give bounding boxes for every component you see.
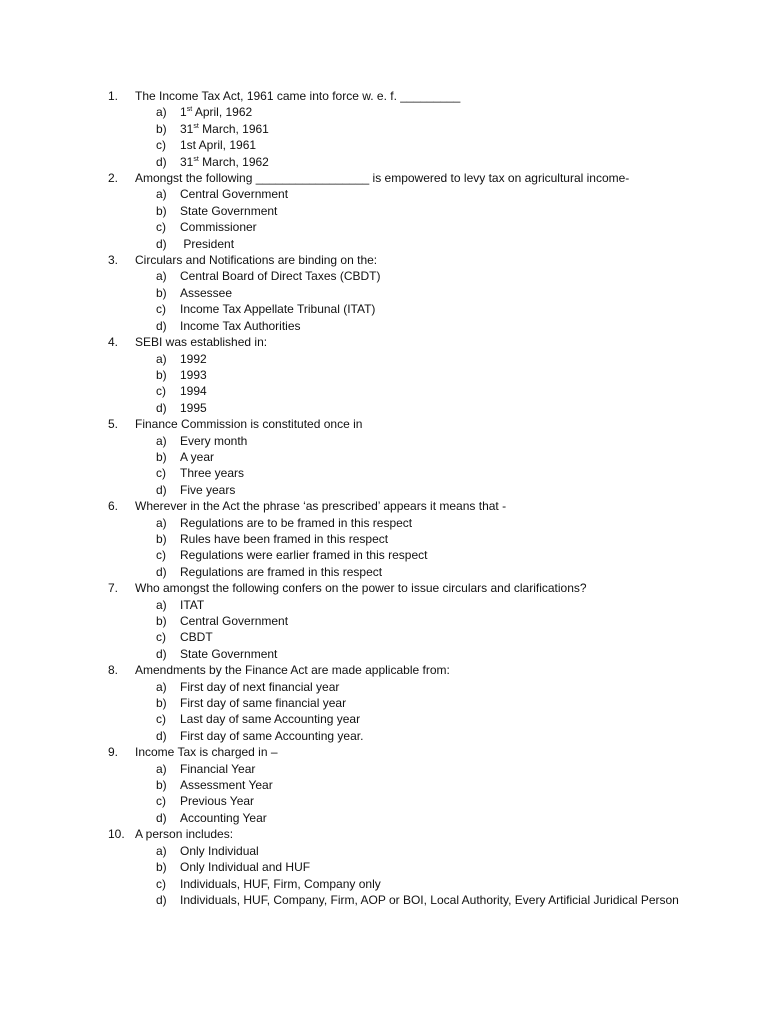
answer-option bbox=[135, 859, 708, 875]
option-text: 1995 bbox=[180, 400, 207, 415]
option-list bbox=[135, 597, 708, 663]
option-text: Central Government bbox=[180, 614, 289, 628]
answer-option bbox=[135, 597, 708, 613]
question-text: Amendments by the Finance Act are made applicable from: bbox=[135, 663, 450, 678]
option-letter: c) bbox=[156, 220, 166, 235]
question-item bbox=[108, 252, 708, 334]
option-letter: b) bbox=[156, 203, 167, 218]
option-text: Income Tax Authorities bbox=[180, 318, 301, 333]
answer-option bbox=[135, 268, 708, 284]
option-letter: a) bbox=[156, 843, 167, 858]
answer-option bbox=[135, 531, 708, 547]
option-text bbox=[180, 121, 708, 137]
answer-option bbox=[135, 137, 708, 153]
question-item bbox=[108, 744, 708, 826]
option-list bbox=[135, 351, 708, 417]
option-text bbox=[180, 104, 708, 120]
question-item bbox=[108, 662, 708, 744]
question-number: 6. bbox=[108, 499, 119, 514]
option-text: Regulations are framed in this respect bbox=[180, 564, 383, 579]
question-item bbox=[108, 826, 708, 908]
question-text: SEBI was established in: bbox=[135, 335, 268, 350]
option-letter: b) bbox=[156, 449, 167, 464]
option-letter: b) bbox=[156, 121, 167, 136]
question-item bbox=[108, 498, 708, 580]
option-text: Central Board of Direct Taxes (CBDT) bbox=[180, 269, 381, 284]
question-number: 1. bbox=[108, 89, 119, 103]
option-list bbox=[135, 515, 708, 581]
option-text: Only Individual and HUF bbox=[180, 860, 311, 875]
option-text: Previous Year bbox=[180, 794, 255, 809]
option-letter: d) bbox=[156, 646, 167, 661]
option-text: State Government bbox=[180, 203, 278, 218]
answer-option bbox=[135, 465, 708, 481]
question-text: Amongst the following _________________ is empowered to levy tax on agricultural income- bbox=[135, 171, 630, 186]
option-text: 1992 bbox=[180, 351, 207, 366]
answer-option bbox=[135, 383, 708, 399]
option-letter: a) bbox=[156, 761, 167, 776]
option-list bbox=[135, 268, 708, 334]
option-letter: d) bbox=[156, 728, 167, 743]
option-text: 1994 bbox=[180, 384, 207, 399]
option-text: Regulations were earlier framed in this respect bbox=[180, 548, 428, 563]
option-letter: d) bbox=[156, 318, 167, 333]
option-letter: d) bbox=[156, 892, 167, 907]
option-letter: a) bbox=[156, 105, 167, 120]
option-text bbox=[180, 154, 708, 170]
option-text: Only Individual bbox=[180, 843, 259, 858]
question-number: 4. bbox=[108, 335, 119, 350]
option-letter: d) bbox=[156, 154, 167, 169]
option-text: Regulations are to be framed in this respect bbox=[180, 515, 413, 530]
answer-option bbox=[135, 843, 708, 859]
option-list bbox=[135, 186, 708, 252]
option-text-rest: March, 1962 bbox=[198, 154, 269, 169]
option-text: President bbox=[180, 236, 235, 251]
option-letter: a) bbox=[156, 269, 167, 284]
option-letter: c) bbox=[156, 712, 166, 727]
option-text: Commissioner bbox=[180, 220, 257, 235]
option-letter: b) bbox=[156, 285, 167, 300]
option-text: Three years bbox=[180, 466, 245, 481]
question-list bbox=[108, 88, 708, 908]
answer-option bbox=[135, 433, 708, 449]
answer-option bbox=[135, 318, 708, 334]
option-letter: c) bbox=[156, 466, 166, 481]
answer-option bbox=[135, 236, 708, 252]
answer-option bbox=[135, 695, 708, 711]
answer-option bbox=[135, 219, 708, 235]
option-text: Assessment Year bbox=[180, 778, 273, 793]
option-letter: c) bbox=[156, 302, 166, 317]
option-text: ITAT bbox=[180, 597, 205, 612]
question-text: The Income Tax Act, 1961 came into force w. e. f. _________ bbox=[135, 89, 461, 103]
option-text-rest: April, 1962 bbox=[192, 105, 253, 120]
answer-option bbox=[135, 285, 708, 301]
option-list bbox=[135, 433, 708, 499]
option-list bbox=[135, 761, 708, 827]
option-text: First day of next financial year bbox=[180, 679, 340, 694]
answer-option bbox=[135, 400, 708, 416]
question-number: 9. bbox=[108, 745, 119, 760]
answer-option bbox=[135, 449, 708, 465]
option-letter: a) bbox=[156, 597, 167, 612]
ordinal-suffix: st bbox=[186, 106, 193, 114]
question-text: Wherever in the Act the phrase ‘as prescribed’ appears it means that - bbox=[135, 499, 507, 514]
option-letter: b) bbox=[156, 696, 167, 711]
ordinal-suffix: st bbox=[193, 122, 199, 130]
option-text: Individuals, HUF, Firm, Company only bbox=[180, 876, 381, 891]
option-text: Rules have been framed in this respect bbox=[180, 531, 389, 546]
answer-option bbox=[135, 892, 708, 908]
question-number: 8. bbox=[108, 663, 119, 678]
answer-option bbox=[135, 711, 708, 727]
option-text: Individuals, HUF, Company, Firm, AOP or BOI, Local Authority, Every Artificial Juridical Person bbox=[180, 892, 679, 907]
option-letter: d) bbox=[156, 236, 167, 251]
question-number: 3. bbox=[108, 253, 119, 268]
option-text: Financial Year bbox=[180, 761, 256, 776]
option-list bbox=[135, 104, 708, 170]
option-letter: d) bbox=[156, 482, 167, 497]
option-text-main: 31 bbox=[180, 121, 194, 136]
option-text: State Government bbox=[180, 646, 278, 661]
question-text: Who amongst the following confers on the power to issue circulars and clarifications? bbox=[135, 581, 587, 596]
option-letter: a) bbox=[156, 679, 167, 694]
answer-option bbox=[135, 351, 708, 367]
option-letter: b) bbox=[156, 614, 167, 628]
question-item bbox=[108, 334, 708, 416]
option-letter: c) bbox=[156, 794, 166, 809]
question-number: 10. bbox=[108, 827, 125, 842]
answer-option bbox=[135, 367, 708, 383]
option-text: Last day of same Accounting year bbox=[180, 712, 361, 727]
option-text-main: 1 bbox=[180, 105, 187, 120]
answer-option bbox=[135, 564, 708, 580]
answer-option bbox=[135, 482, 708, 498]
option-text: Five years bbox=[180, 482, 236, 497]
question-text: A person includes: bbox=[135, 827, 234, 842]
option-text-main: 31 bbox=[180, 154, 194, 169]
option-letter: d) bbox=[156, 564, 167, 579]
question-text: Finance Commission is constituted once in bbox=[135, 417, 363, 432]
question-item bbox=[108, 416, 708, 498]
question-item bbox=[108, 580, 708, 662]
question-number: 5. bbox=[108, 417, 119, 432]
option-text: CBDT bbox=[180, 630, 213, 645]
option-letter: c) bbox=[156, 630, 166, 645]
answer-option bbox=[135, 104, 708, 120]
question-number: 2. bbox=[108, 171, 119, 186]
option-letter: a) bbox=[156, 515, 167, 530]
question-item bbox=[108, 170, 708, 252]
option-letter: a) bbox=[156, 351, 167, 366]
option-letter: d) bbox=[156, 810, 167, 825]
option-text: A year bbox=[180, 449, 215, 464]
option-text: Every month bbox=[180, 433, 248, 448]
option-letter: b) bbox=[156, 531, 167, 546]
option-letter: b) bbox=[156, 367, 167, 382]
answer-option bbox=[135, 154, 708, 170]
option-letter: d) bbox=[156, 400, 167, 415]
option-text: 1st April, 1961 bbox=[180, 138, 257, 153]
option-list bbox=[135, 843, 708, 909]
option-text-rest: March, 1961 bbox=[198, 121, 269, 136]
option-text: First day of same financial year bbox=[180, 696, 347, 711]
answer-option bbox=[135, 515, 708, 531]
answer-option bbox=[135, 728, 708, 744]
option-text: Assessee bbox=[180, 285, 233, 300]
option-letter: b) bbox=[156, 860, 167, 875]
option-letter: a) bbox=[156, 187, 167, 202]
question-number: 7. bbox=[108, 581, 119, 596]
answer-option bbox=[135, 121, 708, 137]
option-letter: c) bbox=[156, 138, 166, 153]
answer-option bbox=[135, 629, 708, 645]
option-letter: a) bbox=[156, 433, 167, 448]
option-text: 1993 bbox=[180, 367, 207, 382]
answer-option bbox=[135, 203, 708, 219]
answer-option bbox=[135, 810, 708, 826]
option-text: Income Tax Appellate Tribunal (ITAT) bbox=[180, 302, 376, 317]
option-text: First day of same Accounting year. bbox=[180, 728, 364, 743]
answer-option bbox=[135, 646, 708, 662]
option-letter: c) bbox=[156, 548, 166, 563]
question-text: Income Tax is charged in – bbox=[135, 745, 278, 760]
question-text: Circulars and Notifications are binding on the: bbox=[135, 253, 378, 268]
question-item bbox=[108, 88, 708, 170]
answer-option bbox=[135, 793, 708, 809]
option-letter: b) bbox=[156, 778, 167, 793]
ordinal-suffix: st bbox=[193, 155, 199, 163]
option-letter: c) bbox=[156, 876, 166, 891]
answer-option bbox=[135, 186, 708, 202]
answer-option bbox=[135, 301, 708, 317]
answer-option bbox=[135, 547, 708, 563]
option-text: Central Government bbox=[180, 187, 289, 202]
option-letter: c) bbox=[156, 384, 166, 399]
answer-option bbox=[135, 679, 708, 695]
answer-option bbox=[135, 876, 708, 892]
answer-option bbox=[135, 777, 708, 793]
option-list bbox=[135, 679, 708, 745]
answer-option bbox=[135, 613, 708, 629]
option-text: Accounting Year bbox=[180, 810, 267, 825]
answer-option bbox=[135, 761, 708, 777]
